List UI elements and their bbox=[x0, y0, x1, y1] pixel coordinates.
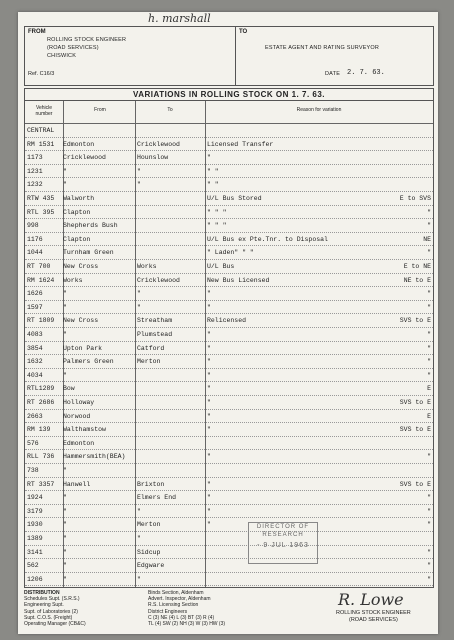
variations-table bbox=[24, 100, 434, 588]
from-label: FROM bbox=[28, 29, 46, 35]
cell-code: SVS to E bbox=[399, 399, 431, 406]
cell-vehicle: 562 bbox=[27, 562, 39, 570]
to-label: TO bbox=[239, 29, 248, 35]
distribution-item: Supt. of Laboratories (2) bbox=[24, 608, 78, 615]
reference: Ref. C16/3 bbox=[28, 71, 55, 77]
cell-from: New Cross bbox=[63, 263, 99, 270]
cell-reason: " bbox=[207, 412, 211, 420]
cell-vehicle: RT 3357 bbox=[27, 480, 55, 488]
cell-vehicle: RT 1809 bbox=[27, 317, 55, 325]
cell-to: " bbox=[137, 167, 141, 175]
cell-from: " bbox=[63, 371, 67, 379]
footer-line-1: ROLLING STOCK ENGINEER bbox=[336, 610, 411, 616]
cell-vehicle: RT 700 bbox=[27, 263, 51, 270]
received-stamp bbox=[248, 522, 318, 564]
cell-to: Merton bbox=[137, 358, 161, 366]
cell-vehicle: RM 1624 bbox=[27, 276, 55, 284]
cell-from: " bbox=[63, 535, 67, 542]
cell-vehicle: RT 2686 bbox=[27, 399, 55, 406]
cell-from: Holloway bbox=[63, 399, 95, 406]
cell-code: NE to E bbox=[403, 276, 431, 284]
table-row bbox=[25, 261, 433, 274]
cell-to: " bbox=[137, 575, 141, 583]
distribution-item: Engineering Supt. bbox=[24, 602, 64, 609]
table-row bbox=[25, 479, 433, 492]
cell-code: " bbox=[427, 494, 431, 502]
cell-vehicle: RLL 736 bbox=[27, 453, 55, 461]
cell-code: " bbox=[427, 562, 431, 570]
footer-line-2: (ROAD SERVICES) bbox=[348, 617, 398, 623]
cell-from: " bbox=[63, 181, 67, 189]
cell-vehicle: RTL1289 bbox=[27, 385, 55, 393]
cell-code: E to NE bbox=[403, 263, 431, 270]
cell-reason: " bbox=[207, 371, 211, 379]
cell-reason: " bbox=[207, 344, 211, 352]
cell-code: " bbox=[427, 453, 431, 461]
col-header-from: From bbox=[94, 107, 106, 113]
cell-code: " bbox=[427, 249, 431, 257]
table-row bbox=[25, 465, 433, 478]
distribution-item: Schedules Supt. (S.R.S.) bbox=[24, 596, 80, 603]
cell-reason: " " " bbox=[207, 208, 227, 216]
cell-reason: " bbox=[207, 494, 211, 502]
cell-vehicle: 738 bbox=[27, 467, 39, 474]
cell-reason: " bbox=[207, 154, 211, 162]
cell-vehicle: 1924 bbox=[27, 494, 43, 502]
cell-to: Hounslow bbox=[137, 154, 169, 162]
table-row bbox=[25, 139, 433, 152]
cell-reason: " bbox=[207, 426, 211, 434]
table-row bbox=[25, 288, 433, 301]
cell-from: Clapton bbox=[63, 235, 91, 243]
col-header-to: To bbox=[167, 107, 173, 113]
cell-from: Upton Park bbox=[63, 344, 103, 352]
cell-code: " bbox=[427, 344, 431, 352]
cell-to: " bbox=[137, 535, 141, 542]
cell-code: E bbox=[427, 385, 431, 393]
cell-from: " bbox=[63, 467, 67, 474]
col-header-vehicle: Vehicle number bbox=[35, 105, 53, 117]
cell-to: Works bbox=[137, 263, 157, 270]
table-row bbox=[25, 411, 433, 424]
cell-from: Palmers Green bbox=[63, 358, 114, 366]
distribution-list-right bbox=[148, 590, 225, 627]
cell-code: E bbox=[427, 412, 431, 420]
cell-vehicle: 1173 bbox=[27, 154, 43, 162]
distribution-item: C (3) NE (4) L (3) BT (3) R (4) bbox=[148, 614, 215, 621]
cell-code: SVS to E bbox=[399, 317, 431, 325]
distribution-item: Advert. Inspector, Aldenham bbox=[148, 596, 211, 603]
cell-to: " bbox=[137, 181, 141, 189]
cell-from: Hanwell bbox=[63, 480, 91, 488]
cell-reason: " bbox=[207, 303, 211, 311]
cell-to: Sidcup bbox=[137, 548, 161, 556]
cell-vehicle: 998 bbox=[27, 222, 39, 230]
cell-vehicle: 576 bbox=[27, 439, 39, 447]
table-row bbox=[25, 547, 433, 560]
table-row bbox=[25, 574, 433, 587]
signature: R. Lowe bbox=[338, 590, 404, 609]
table-row bbox=[25, 397, 433, 410]
cell-vehicle: RM 139 bbox=[27, 426, 51, 434]
cell-from: Edmonton bbox=[63, 140, 95, 148]
cell-to: Catford bbox=[137, 344, 165, 352]
cell-from: Walworth bbox=[63, 195, 95, 202]
table-row bbox=[25, 560, 433, 573]
table-row bbox=[25, 247, 433, 260]
signatory-title bbox=[336, 610, 411, 624]
cell-vehicle: 1206 bbox=[27, 575, 43, 583]
cell-reason: " bbox=[207, 480, 211, 488]
from-line-1: ROLLING STOCK ENGINEER bbox=[47, 37, 127, 43]
from-line-2: (ROAD SERVICES) bbox=[47, 45, 99, 51]
cell-reason: " " bbox=[207, 167, 219, 175]
cell-vehicle: 1632 bbox=[27, 358, 43, 366]
cell-vehicle: 1232 bbox=[27, 181, 43, 189]
cell-vehicle: 1389 bbox=[27, 535, 43, 542]
cell-from: Turnham Green bbox=[63, 249, 114, 257]
cell-to: " bbox=[137, 290, 141, 298]
cell-code: " bbox=[427, 290, 431, 298]
cell-from: " bbox=[63, 575, 67, 583]
table-row bbox=[25, 356, 433, 369]
table-row bbox=[25, 315, 433, 328]
col-header-reason: Reason for variation bbox=[296, 107, 342, 113]
cell-code: " bbox=[427, 303, 431, 311]
cell-reason: " bbox=[207, 399, 211, 406]
cell-vehicle: CENTRAL bbox=[27, 127, 55, 134]
cell-vehicle: 1231 bbox=[27, 167, 43, 175]
cell-code: " bbox=[427, 507, 431, 515]
cell-code: " bbox=[427, 331, 431, 338]
cell-from: " bbox=[63, 331, 67, 338]
table-row bbox=[25, 193, 433, 206]
cell-vehicle: RTL 395 bbox=[27, 208, 55, 216]
cell-code: " bbox=[427, 358, 431, 366]
cell-code: " bbox=[427, 222, 431, 230]
table-row bbox=[25, 383, 433, 396]
table-row bbox=[25, 451, 433, 464]
cell-to: Brixton bbox=[137, 480, 165, 488]
document-sheet bbox=[18, 12, 438, 634]
header-rule bbox=[25, 123, 433, 124]
date-label: DATE bbox=[325, 71, 341, 77]
cell-reason: New Bus Licensed bbox=[207, 276, 270, 284]
table-row bbox=[25, 370, 433, 383]
cell-from: " bbox=[63, 167, 67, 175]
cell-from: Cricklewood bbox=[63, 154, 106, 162]
cell-vehicle: 1930 bbox=[27, 521, 43, 529]
cell-reason: " bbox=[207, 521, 211, 529]
cell-to: Cricklewood bbox=[137, 276, 180, 284]
distribution-item: R.S. Licensing Section bbox=[148, 602, 199, 609]
cell-code: " bbox=[427, 208, 431, 216]
cell-reason: U/L Bus ex Pte.Tnr. to Disposal bbox=[207, 235, 328, 243]
cell-from: New Cross bbox=[63, 317, 99, 325]
handwritten-note: h. marshall bbox=[148, 12, 211, 25]
table-row bbox=[25, 220, 433, 233]
distribution-item: TL (4) SW (2) NH (3) W (3) HW (3) bbox=[148, 621, 226, 628]
table-row bbox=[25, 125, 433, 138]
cell-from: Bow bbox=[63, 385, 75, 393]
distribution-item: District Engineers bbox=[148, 608, 188, 615]
table-row bbox=[25, 179, 433, 192]
cell-vehicle: 3179 bbox=[27, 507, 43, 515]
distribution-list-left bbox=[24, 590, 86, 627]
cell-reason: " bbox=[207, 331, 211, 338]
table-row bbox=[25, 152, 433, 165]
table-row bbox=[25, 519, 433, 532]
table-row bbox=[25, 506, 433, 519]
table-row bbox=[25, 492, 433, 505]
cell-from: " bbox=[63, 494, 67, 502]
cell-code: SVS to E bbox=[399, 426, 431, 434]
cell-reason: Relicensed bbox=[207, 317, 247, 325]
cell-to: Plumstead bbox=[137, 331, 173, 338]
cell-vehicle: RM 1531 bbox=[27, 140, 55, 148]
cell-from: Clapton bbox=[63, 208, 91, 216]
table-row bbox=[25, 533, 433, 546]
cell-code: E to SVS bbox=[399, 195, 431, 202]
page-title: VARIATIONS IN ROLLING STOCK ON 1. 7. 63. bbox=[24, 88, 434, 101]
cell-reason: " bbox=[207, 453, 211, 461]
cell-from: Norwood bbox=[63, 412, 91, 420]
date-value: 2. 7. 63. bbox=[347, 69, 385, 77]
cell-reason: U/L Bus Stored bbox=[207, 195, 262, 202]
cell-to: Merton bbox=[137, 521, 161, 529]
cell-reason: Licensed Transfer bbox=[207, 140, 274, 148]
cell-reason: " bbox=[207, 290, 211, 298]
cell-reason: " " bbox=[207, 181, 219, 189]
stamp-date: - 9 JUL 1963 bbox=[257, 542, 309, 549]
cell-from: " bbox=[63, 548, 67, 556]
stamp-line-1: DIRECTOR OF bbox=[256, 524, 310, 530]
cell-vehicle: 2663 bbox=[27, 412, 43, 420]
table-row bbox=[25, 166, 433, 179]
cell-reason: U/L Bus bbox=[207, 263, 235, 270]
distribution-item: Operating Manager (CB&C) bbox=[24, 621, 86, 628]
cell-code: SVS to E bbox=[399, 480, 431, 488]
cell-vehicle: 4083 bbox=[27, 331, 43, 338]
table-row bbox=[25, 275, 433, 288]
table-row bbox=[25, 424, 433, 437]
to-line-1: ESTATE AGENT AND RATING SURVEYOR bbox=[265, 45, 380, 51]
cell-reason: " " " bbox=[207, 222, 227, 230]
cell-vehicle: 1176 bbox=[27, 235, 43, 243]
cell-from: Hammersmith(BEA) bbox=[63, 453, 126, 461]
cell-code: " bbox=[427, 548, 431, 556]
cell-vehicle: 1044 bbox=[27, 249, 43, 257]
cell-vehicle: 1597 bbox=[27, 303, 43, 311]
cell-vehicle: 1626 bbox=[27, 290, 43, 298]
table-row bbox=[25, 438, 433, 451]
cell-from: Edmonton bbox=[63, 439, 95, 447]
cell-code: " bbox=[427, 371, 431, 379]
cell-vehicle: 3141 bbox=[27, 548, 43, 556]
header-box bbox=[24, 26, 434, 86]
cell-to: Cricklewood bbox=[137, 140, 180, 148]
cell-vehicle: RTW 435 bbox=[27, 195, 55, 202]
cell-from: " bbox=[63, 303, 67, 311]
from-line-3: CHISWICK bbox=[47, 53, 77, 59]
cell-to: " bbox=[137, 303, 141, 311]
cell-code: " bbox=[427, 521, 431, 529]
cell-reason: " bbox=[207, 358, 211, 366]
cell-code: " bbox=[427, 575, 431, 583]
table-row bbox=[25, 234, 433, 247]
stamp-line-2: RESEARCH bbox=[262, 532, 304, 538]
table-row bbox=[25, 343, 433, 356]
cell-from: Walthamstow bbox=[63, 426, 106, 434]
cell-from: Shepherds Bush bbox=[63, 222, 118, 230]
cell-reason: " Laden" " " bbox=[207, 249, 254, 257]
cell-to: Elmers End bbox=[137, 494, 177, 502]
cell-from: Works bbox=[63, 276, 83, 284]
table-row bbox=[25, 302, 433, 315]
header-divider bbox=[235, 27, 236, 85]
distribution-item: Supt. C.O.S. (Freight) bbox=[24, 614, 73, 621]
cell-from: " bbox=[63, 507, 67, 515]
cell-to: Edgware bbox=[137, 562, 165, 570]
cell-from: " bbox=[63, 521, 67, 529]
cell-from: " bbox=[63, 290, 67, 298]
cell-to: Streatham bbox=[137, 317, 173, 325]
table-row bbox=[25, 207, 433, 220]
cell-from: " bbox=[63, 562, 67, 570]
table-row bbox=[25, 329, 433, 342]
distribution-title: DISTRIBUTION bbox=[24, 590, 60, 596]
cell-vehicle: 4034 bbox=[27, 371, 43, 379]
distribution-item: Binds Section, Aldenham bbox=[148, 590, 204, 596]
cell-vehicle: 3854 bbox=[27, 344, 43, 352]
cell-reason: " bbox=[207, 507, 211, 515]
cell-code: NE bbox=[423, 235, 431, 243]
cell-to: " bbox=[137, 507, 141, 515]
cell-reason: " bbox=[207, 385, 211, 393]
